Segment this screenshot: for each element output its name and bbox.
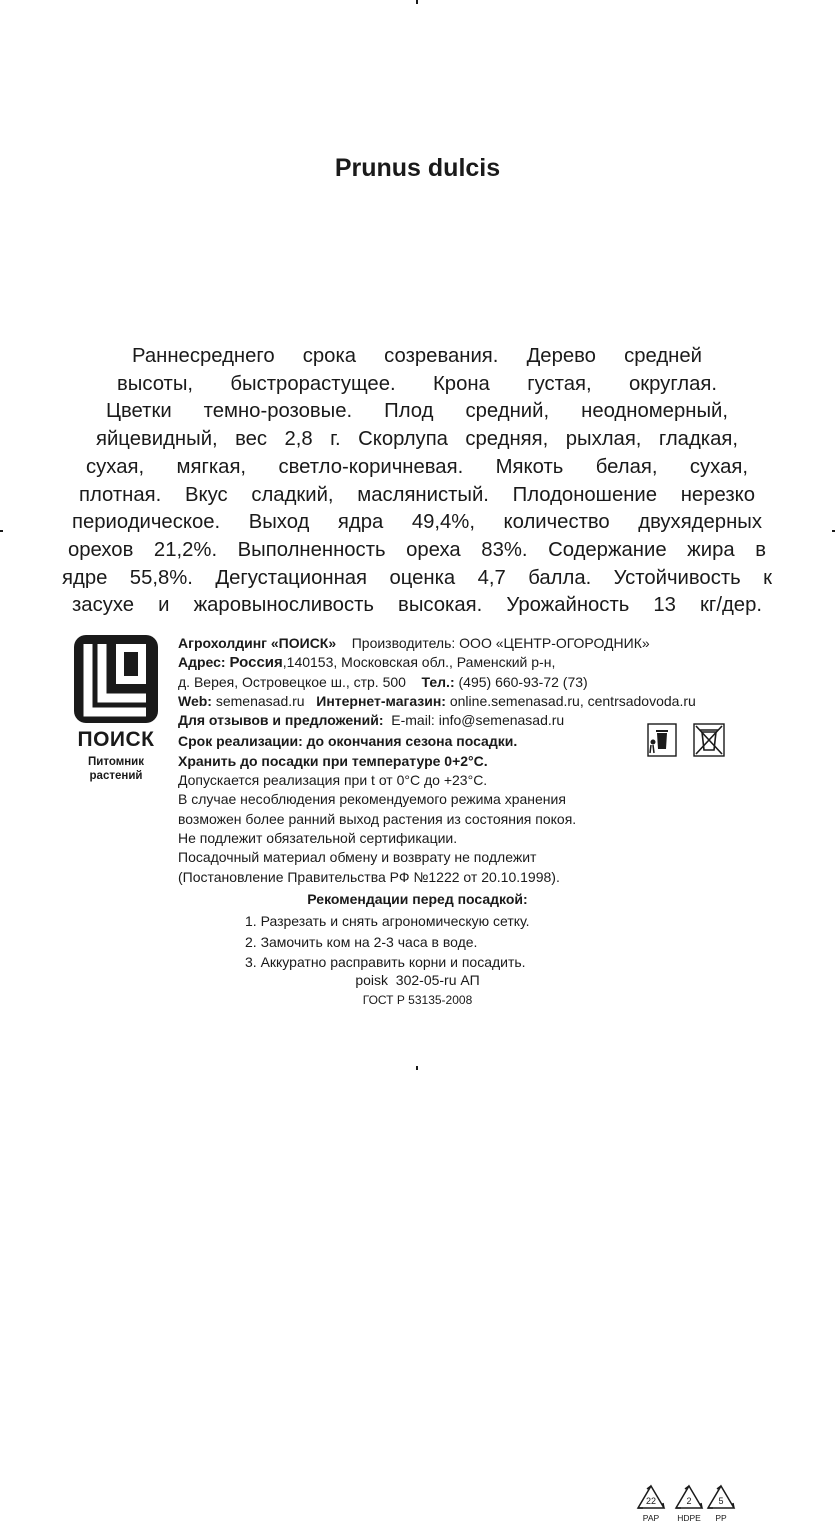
crop-mark-top [416, 0, 418, 4]
recommendations-title: Рекомендации перед посадкой: [307, 891, 528, 907]
phone-label: Тел.: [421, 673, 455, 690]
phone-number: (495) 660-93-72 (73) [458, 673, 588, 690]
logo-subtitle [66, 755, 166, 783]
logo-subtitle-line: растений [89, 770, 143, 782]
no-litter-icon [694, 724, 724, 756]
recycle-triangle-icon [636, 1484, 666, 1510]
logo-brand-name: ПОИСК [77, 728, 155, 751]
address-line-2: д. Верея, Островецкое ш., стр. 500 [178, 673, 406, 690]
company-name: Агрохолдинг «ПОИСК» [178, 635, 337, 651]
recycle-label: HDPE [677, 1513, 701, 1523]
address-country: Россия [229, 654, 283, 672]
storage-instructions: Хранить до посадки при температуре 0+2°С. [178, 752, 488, 769]
recommendation-steps [245, 911, 530, 973]
species-title: Prunus dulcis [334, 154, 501, 182]
address-label: Адрес: [178, 654, 226, 671]
web-row [178, 692, 778, 711]
info-line: возможен более ранний выход растения из состояния покоя. [178, 810, 577, 827]
recommendation-step: 2. Замочить ком на 2-3 часа в воде. [245, 933, 478, 950]
recommendation-step: 1. Разрезать и снять агрономическую сетку. [245, 913, 530, 929]
info-line: В случае несоблюдения рекомендуемого режима хранения [178, 791, 566, 808]
description-line: Раннесреднего срока созревания. Дерево средней [132, 345, 702, 367]
info-line: Допускается реализация при t от 0°С до +23°С. [178, 772, 488, 789]
info-line: Не подлежит обязательной сертификации. [178, 829, 458, 846]
web-link[interactable]: semenasad.ru [215, 692, 305, 709]
crop-mark-left [0, 530, 3, 532]
recycle-label: PAP [642, 1513, 660, 1523]
description-line: периодическое. Выход ядра 49,4%, количество двухядерных [72, 511, 762, 534]
description-line: ядре 55,8%. Дегустационная оценка 4,7 балла. Устойчивость к [62, 566, 772, 589]
address-text: ,140153, Московская обл., Раменский р-н, [282, 654, 556, 671]
variety-description [62, 343, 772, 620]
gost-standard: ГОСТ Р 53135-2008 [362, 993, 473, 1007]
info-line: Посадочный материал обмену и возврату не подлежит [178, 849, 537, 866]
description-line: засухе и жаровыносливость высокая. Урожайность 13 кг/дер. [72, 594, 762, 617]
recycle-pap [636, 1484, 666, 1523]
shop-links[interactable]: online.semenasad.ru, centrsadovoda.ru [449, 692, 696, 709]
recycle-triangle-icon [706, 1484, 736, 1510]
shelf-life: Срок реализации: до окончания сезона посадки. [178, 733, 518, 750]
description-line: Цветки темно-розовые. Плод средний, неодномерный, [106, 400, 728, 423]
recycle-label: PP [715, 1513, 727, 1523]
recycle-number: 2 [686, 1496, 692, 1506]
recycle-pp [706, 1484, 736, 1523]
address-row-2 [178, 673, 778, 692]
company-row [178, 634, 778, 653]
web-label: Web: [178, 692, 212, 709]
info-line: (Постановление Правительства РФ №1222 от 20.10.1998). [178, 868, 560, 885]
recycle-hdpe [674, 1484, 704, 1523]
producer-text: Производитель: ООО «ЦЕНТР-ОГОРОДНИК» [351, 635, 650, 651]
packaging-icons [636, 722, 746, 1523]
trash-bin-icon [648, 724, 676, 756]
crop-mark-bottom [416, 1066, 418, 1070]
description-line: плотная. Вкус сладкий, маслянистый. Плодоношение нерезко [79, 483, 755, 506]
recycle-triangle-icon [674, 1484, 704, 1510]
shop-label: Интернет-магазин: [316, 692, 446, 709]
description-line: яйцевидный, вес 2,8 г. Скорлупа средняя, рыхлая, гладкая, [96, 428, 738, 451]
description-line: орехов 21,2%. Выполненность ореха 83%. Содержание жира в [68, 538, 766, 561]
logo-subtitle-line: Питомник [88, 756, 144, 768]
address-row [178, 653, 778, 672]
feedback-label: Для отзывов и предложений: [178, 712, 384, 729]
product-code: poisk 302-05-ru АП [355, 972, 480, 988]
email-link[interactable]: E-mail: info@semenasad.ru [391, 712, 565, 729]
description-line: высоты, быстрорастущее. Крона густая, округлая. [117, 372, 717, 395]
recommendation-step: 3. Аккуратно расправить корни и посадить. [245, 954, 526, 970]
recycle-number: 22 [645, 1496, 657, 1506]
recycle-number: 5 [718, 1496, 724, 1506]
description-line: сухая, мягкая, светло-коричневая. Мякоть белая, сухая, [86, 455, 748, 478]
